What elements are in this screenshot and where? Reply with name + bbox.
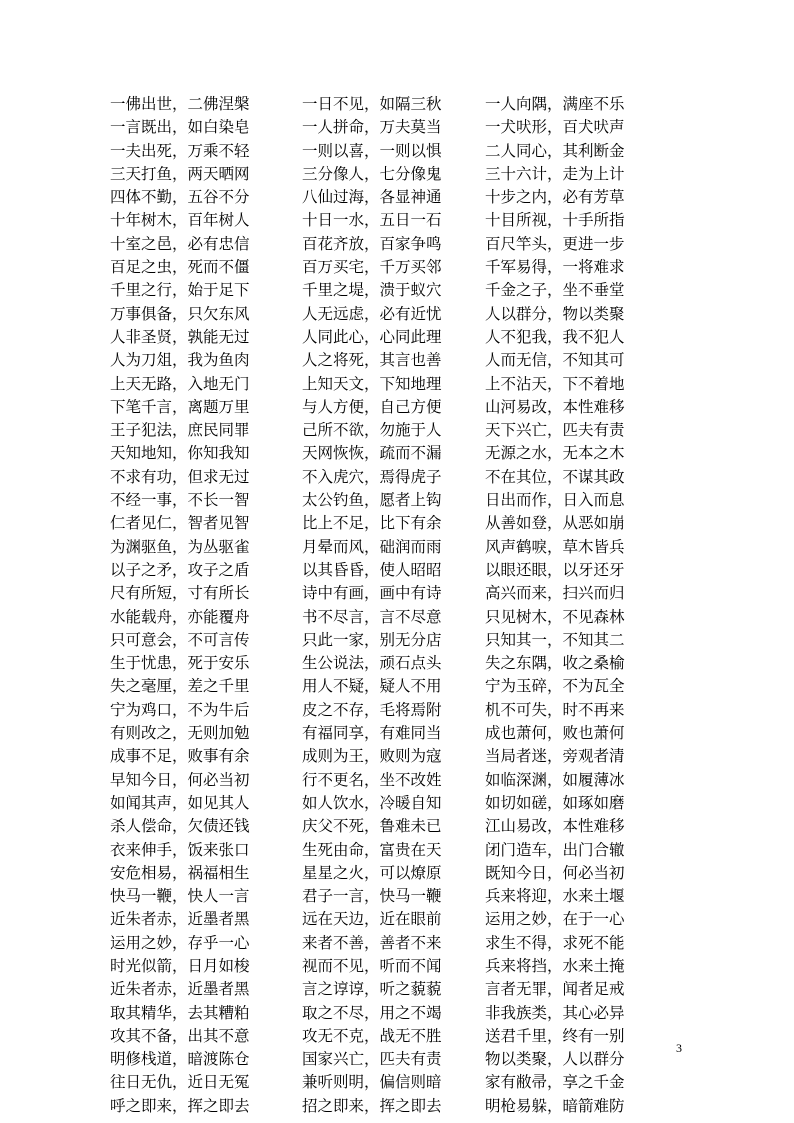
idiom-line: 人为刀俎，我为鱼肉 <box>110 351 250 370</box>
idiom-line: 只可意会，不可言传 <box>110 630 250 649</box>
idiom-line: 失之东隅，收之桑榆 <box>485 654 625 673</box>
idiom-line: 招之即来，挥之即去 <box>302 1096 442 1115</box>
idiom-line: 太公钓鱼，愿者上钩 <box>302 491 442 510</box>
idiom-line: 三分像人，七分像鬼 <box>302 164 442 183</box>
idiom-line: 言之谆谆，听之藐藐 <box>302 980 442 999</box>
idiom-line: 四体不勤，五谷不分 <box>110 188 250 207</box>
idiom-line: 以眼还眼，以牙还牙 <box>485 560 625 579</box>
idiom-line: 机不可失，时不再来 <box>485 700 625 719</box>
idiom-line: 远在天边，近在眼前 <box>302 910 442 929</box>
idiom-line: 二人同心，其利断金 <box>485 141 625 160</box>
idiom-line: 书不尽言，言不尽意 <box>302 607 442 626</box>
idiom-line: 安危相易，祸福相生 <box>110 863 250 882</box>
idiom-line: 兵来将挡，水来土掩 <box>485 956 625 975</box>
idiom-line: 生公说法，顽石点头 <box>302 654 442 673</box>
idiom-line: 近朱者赤，近墨者黑 <box>110 980 250 999</box>
idiom-line: 星星之火，可以燎原 <box>302 863 442 882</box>
idiom-line: 人以群分，物以类聚 <box>485 304 625 323</box>
idiom-line: 取其精华，去其糟粕 <box>110 1003 250 1022</box>
idiom-line: 生死由命，富贵在天 <box>302 840 442 859</box>
idiom-line: 下笔千言，离题万里 <box>110 397 250 416</box>
idiom-line: 如临深渊，如履薄冰 <box>485 770 625 789</box>
idiom-line: 如人饮水，冷暖自知 <box>302 793 442 812</box>
idiom-line: 如切如磋，如琢如磨 <box>485 793 625 812</box>
idiom-line: 人无远虑，必有近忧 <box>302 304 442 323</box>
idiom-line: 百尺竿头，更进一步 <box>485 234 625 253</box>
idiom-line: 己所不欲，勿施于人 <box>302 421 442 440</box>
idiom-line: 攻其不备，出其不意 <box>110 1026 250 1045</box>
idiom-line: 天知地知，你知我知 <box>110 444 250 463</box>
idiom-line: 十日一水，五日一石 <box>302 211 442 230</box>
idiom-line: 月晕而风，础润而雨 <box>302 537 442 556</box>
idiom-line: 日出而作，日入而息 <box>485 491 625 510</box>
idiom-line: 十年树木，百年树人 <box>110 211 250 230</box>
idiom-line: 人之将死，其言也善 <box>302 351 442 370</box>
idiom-column-3 <box>485 93 625 1118</box>
idiom-line: 生于忧患，死于安乐 <box>110 654 250 673</box>
idiom-line: 明枪易躲，暗箭难防 <box>485 1096 625 1115</box>
idiom-line: 求生不得，求死不能 <box>485 933 625 952</box>
idiom-line: 上天无路，入地无门 <box>110 374 250 393</box>
idiom-line: 庆父不死，鲁难未已 <box>302 817 442 836</box>
idiom-line: 无源之水，无本之木 <box>485 444 625 463</box>
idiom-line: 当局者迷，旁观者清 <box>485 747 625 766</box>
idiom-line: 攻无不克，战无不胜 <box>302 1026 442 1045</box>
idiom-line: 一则以喜，一则以惧 <box>302 141 442 160</box>
idiom-line: 人非圣贤，孰能无过 <box>110 327 250 346</box>
idiom-line: 上知天文，下知地理 <box>302 374 442 393</box>
idiom-line: 既知今日，何必当初 <box>485 863 625 882</box>
idiom-line: 宁为玉碎，不为瓦全 <box>485 677 625 696</box>
idiom-line: 一犬吠形，百犬吠声 <box>485 118 625 137</box>
idiom-line: 八仙过海，各显神通 <box>302 188 442 207</box>
idiom-line: 视而不见，听而不闻 <box>302 956 442 975</box>
idiom-line: 成也萧何，败也萧何 <box>485 724 625 743</box>
idiom-line: 送君千里，终有一别 <box>485 1026 625 1045</box>
idiom-line: 为渊驱鱼，为丛驱雀 <box>110 537 250 556</box>
idiom-line: 行不更名，坐不改姓 <box>302 770 442 789</box>
idiom-line: 皮之不存，毛将焉附 <box>302 700 442 719</box>
idiom-line: 十目所视，十手所指 <box>485 211 625 230</box>
idiom-line: 失之毫厘，差之千里 <box>110 677 250 696</box>
idiom-line: 从善如登，从恶如崩 <box>485 514 625 533</box>
idiom-line: 人而无信，不知其可 <box>485 351 625 370</box>
idiom-line: 风声鹤唳，草木皆兵 <box>485 537 625 556</box>
idiom-line: 运用之妙，存乎一心 <box>110 933 250 952</box>
idiom-line: 三天打鱼，两天晒网 <box>110 164 250 183</box>
idiom-line: 衣来伸手，饭来张口 <box>110 840 250 859</box>
idiom-column-1 <box>110 93 250 1118</box>
idiom-line: 有则改之，无则加勉 <box>110 724 250 743</box>
idiom-column-2 <box>302 93 442 1118</box>
idiom-line: 天下兴亡，匹夫有责 <box>485 421 625 440</box>
idiom-line: 一日不见，如隔三秋 <box>302 95 442 113</box>
page-number: 3 <box>676 1041 682 1055</box>
idiom-line: 不入虎穴，焉得虎子 <box>302 467 442 486</box>
idiom-line: 百万买宅，千万买邻 <box>302 258 442 277</box>
idiom-line: 一人向隅，满座不乐 <box>485 95 625 113</box>
idiom-line: 人不犯我，我不犯人 <box>485 327 625 346</box>
idiom-line: 以子之矛，攻子之盾 <box>110 560 250 579</box>
idiom-line: 上不沾天，下不着地 <box>485 374 625 393</box>
idiom-line: 呼之即来，挥之即去 <box>110 1096 250 1115</box>
idiom-line: 近朱者赤，近墨者黑 <box>110 910 250 929</box>
idiom-line: 往日无仇，近日无冤 <box>110 1073 250 1092</box>
idiom-line: 杀人偿命，欠债还钱 <box>110 817 250 836</box>
idiom-line: 明修栈道，暗渡陈仓 <box>110 1050 250 1069</box>
idiom-line: 不求有功，但求无过 <box>110 467 250 486</box>
idiom-line: 诗中有画，画中有诗 <box>302 584 442 603</box>
idiom-line: 千金之子，坐不垂堂 <box>485 281 625 300</box>
idiom-line: 时光似箭，日月如梭 <box>110 956 250 975</box>
idiom-line: 物以类聚，人以群分 <box>485 1050 625 1069</box>
idiom-line: 成则为王，败则为寇 <box>302 747 442 766</box>
idiom-line: 水能载舟，亦能覆舟 <box>110 607 250 626</box>
idiom-line: 非我族类，其心必异 <box>485 1003 625 1022</box>
idiom-line: 人同此心，心同此理 <box>302 327 442 346</box>
idiom-line: 千里之堤，溃于蚁穴 <box>302 281 442 300</box>
idiom-line: 一佛出世，二佛涅槃 <box>110 95 250 113</box>
idiom-line: 高兴而来，扫兴而归 <box>485 584 625 603</box>
idiom-line: 家有敝帚，享之千金 <box>485 1073 625 1092</box>
idiom-line: 山河易改，本性难移 <box>485 397 625 416</box>
idiom-line: 三十六计，走为上计 <box>485 164 625 183</box>
idiom-line: 与人方便，自己方便 <box>302 397 442 416</box>
idiom-line: 尺有所短，寸有所长 <box>110 584 250 603</box>
idiom-line: 不经一事，不长一智 <box>110 491 250 510</box>
idiom-line: 千军易得，一将难求 <box>485 258 625 277</box>
idiom-line: 十室之邑，必有忠信 <box>110 234 250 253</box>
idiom-line: 早知今日，何必当初 <box>110 770 250 789</box>
idiom-line: 天网恢恢，疏而不漏 <box>302 444 442 463</box>
idiom-line: 来者不善，善者不来 <box>302 933 442 952</box>
idiom-line: 一人拼命，万夫莫当 <box>302 118 442 137</box>
idiom-line: 一夫出死，万乘不轻 <box>110 141 250 160</box>
idiom-line: 只见树木，不见森林 <box>485 607 625 626</box>
idiom-line: 运用之妙，在于一心 <box>485 910 625 929</box>
idiom-line: 宁为鸡口，不为牛后 <box>110 700 250 719</box>
idiom-line: 成事不足，败事有余 <box>110 747 250 766</box>
idiom-line: 江山易改，本性难移 <box>485 817 625 836</box>
idiom-line: 十步之内，必有芳草 <box>485 188 625 207</box>
idiom-line: 万事俱备，只欠东风 <box>110 304 250 323</box>
idiom-line: 比上不足，比下有余 <box>302 514 442 533</box>
idiom-line: 君子一言，快马一鞭 <box>302 887 442 906</box>
idiom-line: 用人不疑，疑人不用 <box>302 677 442 696</box>
idiom-line: 百足之虫，死而不僵 <box>110 258 250 277</box>
idiom-line: 一言既出，如白染皂 <box>110 118 250 137</box>
idiom-line: 兵来将迎，水来土堰 <box>485 887 625 906</box>
idiom-line: 百花齐放，百家争鸣 <box>302 234 442 253</box>
idiom-line: 兼听则明，偏信则暗 <box>302 1073 442 1092</box>
idiom-line: 取之不尽，用之不竭 <box>302 1003 442 1022</box>
idiom-line: 有福同享，有难同当 <box>302 724 442 743</box>
idiom-line: 千里之行，始于足下 <box>110 281 250 300</box>
idiom-line: 仁者见仁，智者见智 <box>110 514 250 533</box>
idiom-line: 言者无罪，闻者足戒 <box>485 980 625 999</box>
idiom-line: 只知其一，不知其二 <box>485 630 625 649</box>
idiom-line: 国家兴亡，匹夫有责 <box>302 1050 442 1069</box>
idiom-line: 快马一鞭，快人一言 <box>110 887 250 906</box>
idiom-line: 如闻其声，如见其人 <box>110 793 250 812</box>
idiom-line: 闭门造车，出门合辙 <box>485 840 625 859</box>
idiom-line: 不在其位，不谋其政 <box>485 467 625 486</box>
idiom-line: 只此一家，别无分店 <box>302 630 442 649</box>
idiom-line: 以其昏昏，使人昭昭 <box>302 560 442 579</box>
idiom-line: 王子犯法，庶民同罪 <box>110 421 250 440</box>
